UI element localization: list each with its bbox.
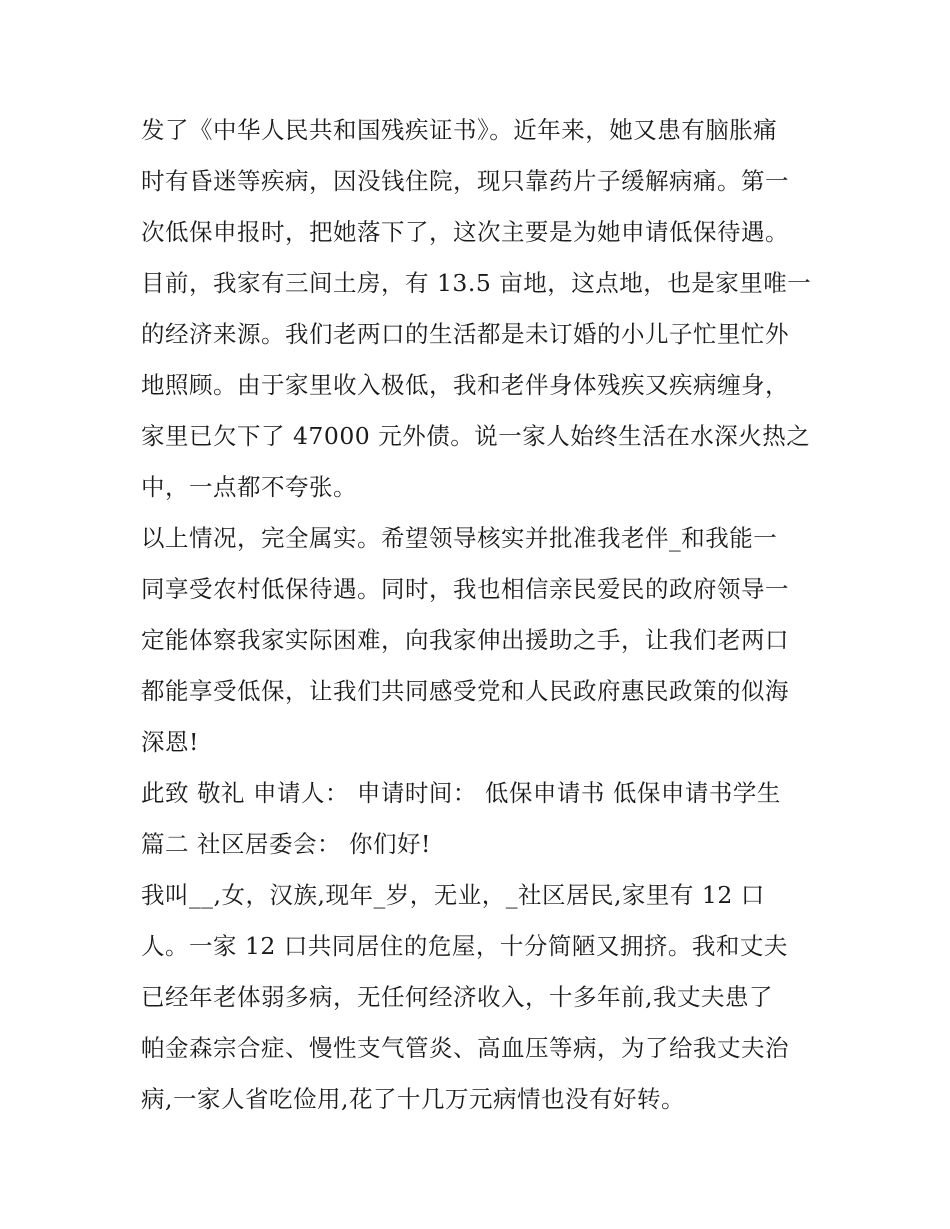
text-line: 人。一家 12 口共同居住的危屋，十分简陋又拥挤。我和丈夫: [141, 932, 788, 960]
text-line: 此致 敬礼 申请人： 申请时间： 低保申请书 低保申请书学生: [141, 779, 781, 807]
text-line: 同享受农村低保待遇。同时，我也相信亲民爱民的政府领导一: [141, 575, 789, 603]
text-line: 已经年老体弱多病，无任何经济收入，十多年前,我丈夫患了: [141, 983, 773, 1011]
text-line: 帕金森宗合症、慢性支气管炎、高血压等病，为了给我丈夫治: [141, 1034, 789, 1062]
text-line: 目前，我家有三间土房，有 13.5 亩地，这点地，也是家里唯一: [141, 269, 812, 297]
document-body: [141, 105, 821, 1125]
text-line: 家里已欠下了 47000 元外债。说一家人始终生活在水深火热之: [141, 422, 811, 450]
text-line: 我叫__,女，汉族,现年_岁，无业，_社区居民,家里有 12 口: [141, 881, 765, 909]
text-line: 以上情况，完全属实。希望领导核实并批准我老伴_和我能一: [141, 524, 778, 552]
text-line: 的经济来源。我们老两口的生活都是未订婚的小儿子忙里忙外: [141, 320, 789, 348]
text-line: 定能体察我家实际困难，向我家伸出援助之手，让我们老两口: [141, 626, 789, 654]
text-line: 都能享受低保，让我们共同感受党和人民政府惠民政策的似海: [141, 677, 789, 705]
text-line: 病,一家人省吃俭用,花了十几万元病情也没有好转。: [141, 1085, 685, 1113]
text-line: 时有昏迷等疾病，因没钱住院，现只靠药片子缓解病痛。第一: [141, 167, 789, 195]
text-line: 篇二 社区居委会： 你们好!: [141, 830, 431, 858]
text-line: 中，一点都不夸张。: [141, 473, 357, 501]
text-line: 地照顾。由于家里收入极低，我和老伴身体残疾又疾病缠身，: [141, 371, 789, 399]
text-line: 发了《中华人民共和国残疾证书》。近年来，她又患有脑胀痛: [141, 116, 778, 144]
text-line: 深恩!: [141, 728, 199, 756]
text-line: 次低保申报时，把她落下了，这次主要是为她申请低保待遇。: [141, 218, 789, 246]
